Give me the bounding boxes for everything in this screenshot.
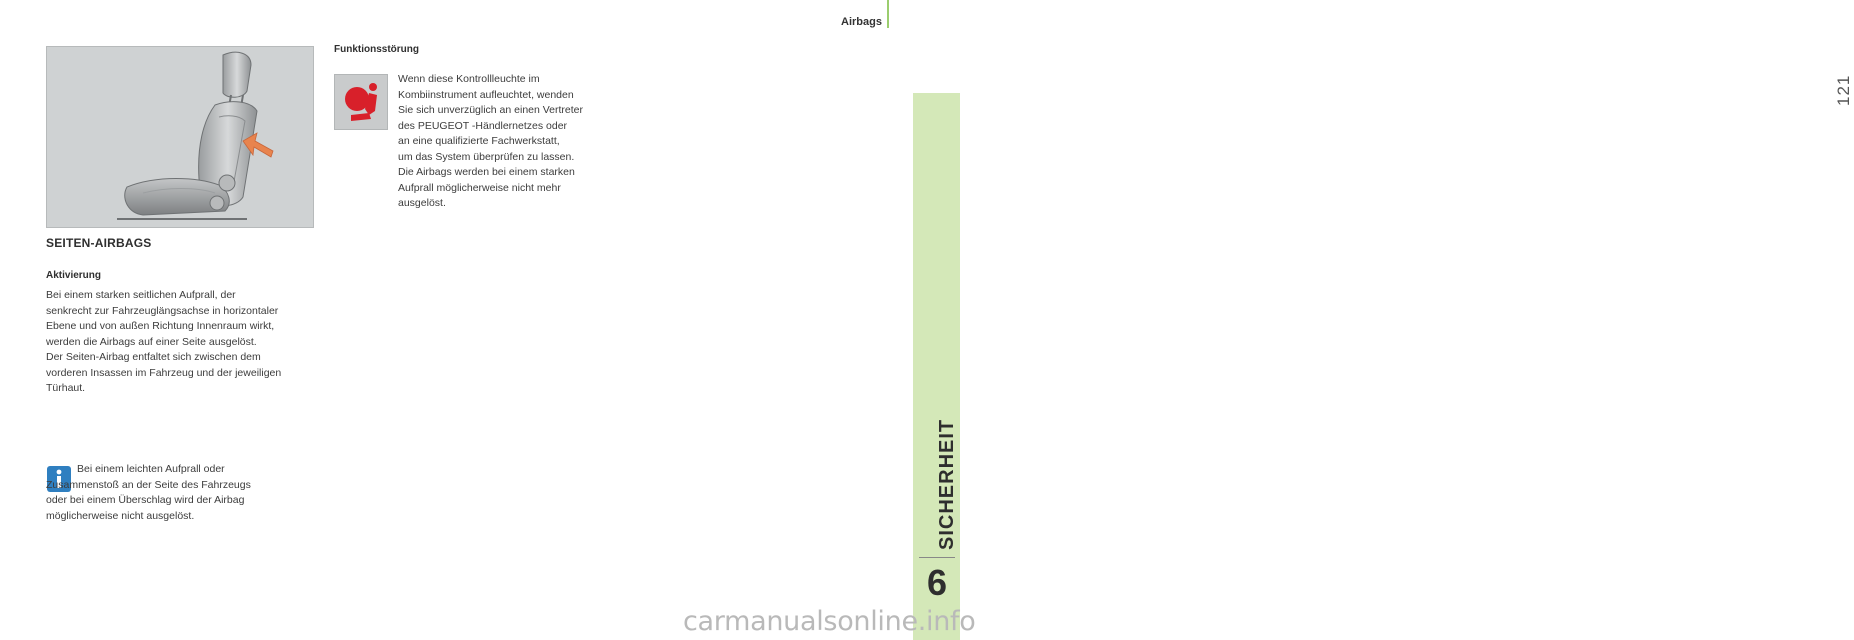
- watermark-text: carmanualsonline.info: [683, 606, 976, 637]
- section-header-title: Airbags: [841, 16, 882, 28]
- chapter-number: 6: [926, 562, 948, 603]
- activation-body: Bei einem starken seitlichen Aufprall, der senkrecht zur Fahrzeuglängsachse in horizontaler Ebene und von außen Richtung Innenraum wirkt, werden die Airbags auf einer Seite ausgelöst. Der Seiten-Airbag entfaltet sich zwischen dem vorderen Insassen im Fahrzeug und der jeweiligen Türhaut.: [46, 289, 282, 394]
- front-seat-with-side-airbag-arrow-icon: [47, 47, 313, 227]
- page-number: 121: [1834, 74, 1853, 106]
- section-title: SEITEN-AIRBAGS: [46, 236, 152, 250]
- airbag-warning-light-icon: [334, 74, 388, 130]
- watermark: [0, 606, 976, 640]
- seat-illustration: [46, 46, 314, 228]
- chapter-tab-label: SICHERHEIT: [936, 418, 958, 550]
- activation-subheading: Aktivierung: [46, 270, 102, 281]
- page-number-container: [912, 48, 1853, 106]
- malfunction-body: Wenn diese Kontrollleuchte im Kombiinstrument aufleuchtet, wenden Sie sich unverzüglich an einen Vertreter des PEUGEOT -Händlernetzes oder an eine qualifizierte Fachwerkstatt, um das System überprüfen zu lassen. Die Airbags werden bei einem starken Aufprall möglicherweise nicht mehr ausgelöst.: [398, 73, 584, 209]
- info-note-text: Bei einem leichten Aufprall oder Zusammenstoß an der Seite des Fahrzeugs oder bei einem Überschlag wird der Airbag möglicherweise nicht ausgelöst.: [46, 463, 251, 522]
- malfunction-subheading: Funktionsstörung: [334, 44, 419, 55]
- header-divider: [887, 0, 889, 28]
- chapter-tab-divider: [919, 557, 955, 558]
